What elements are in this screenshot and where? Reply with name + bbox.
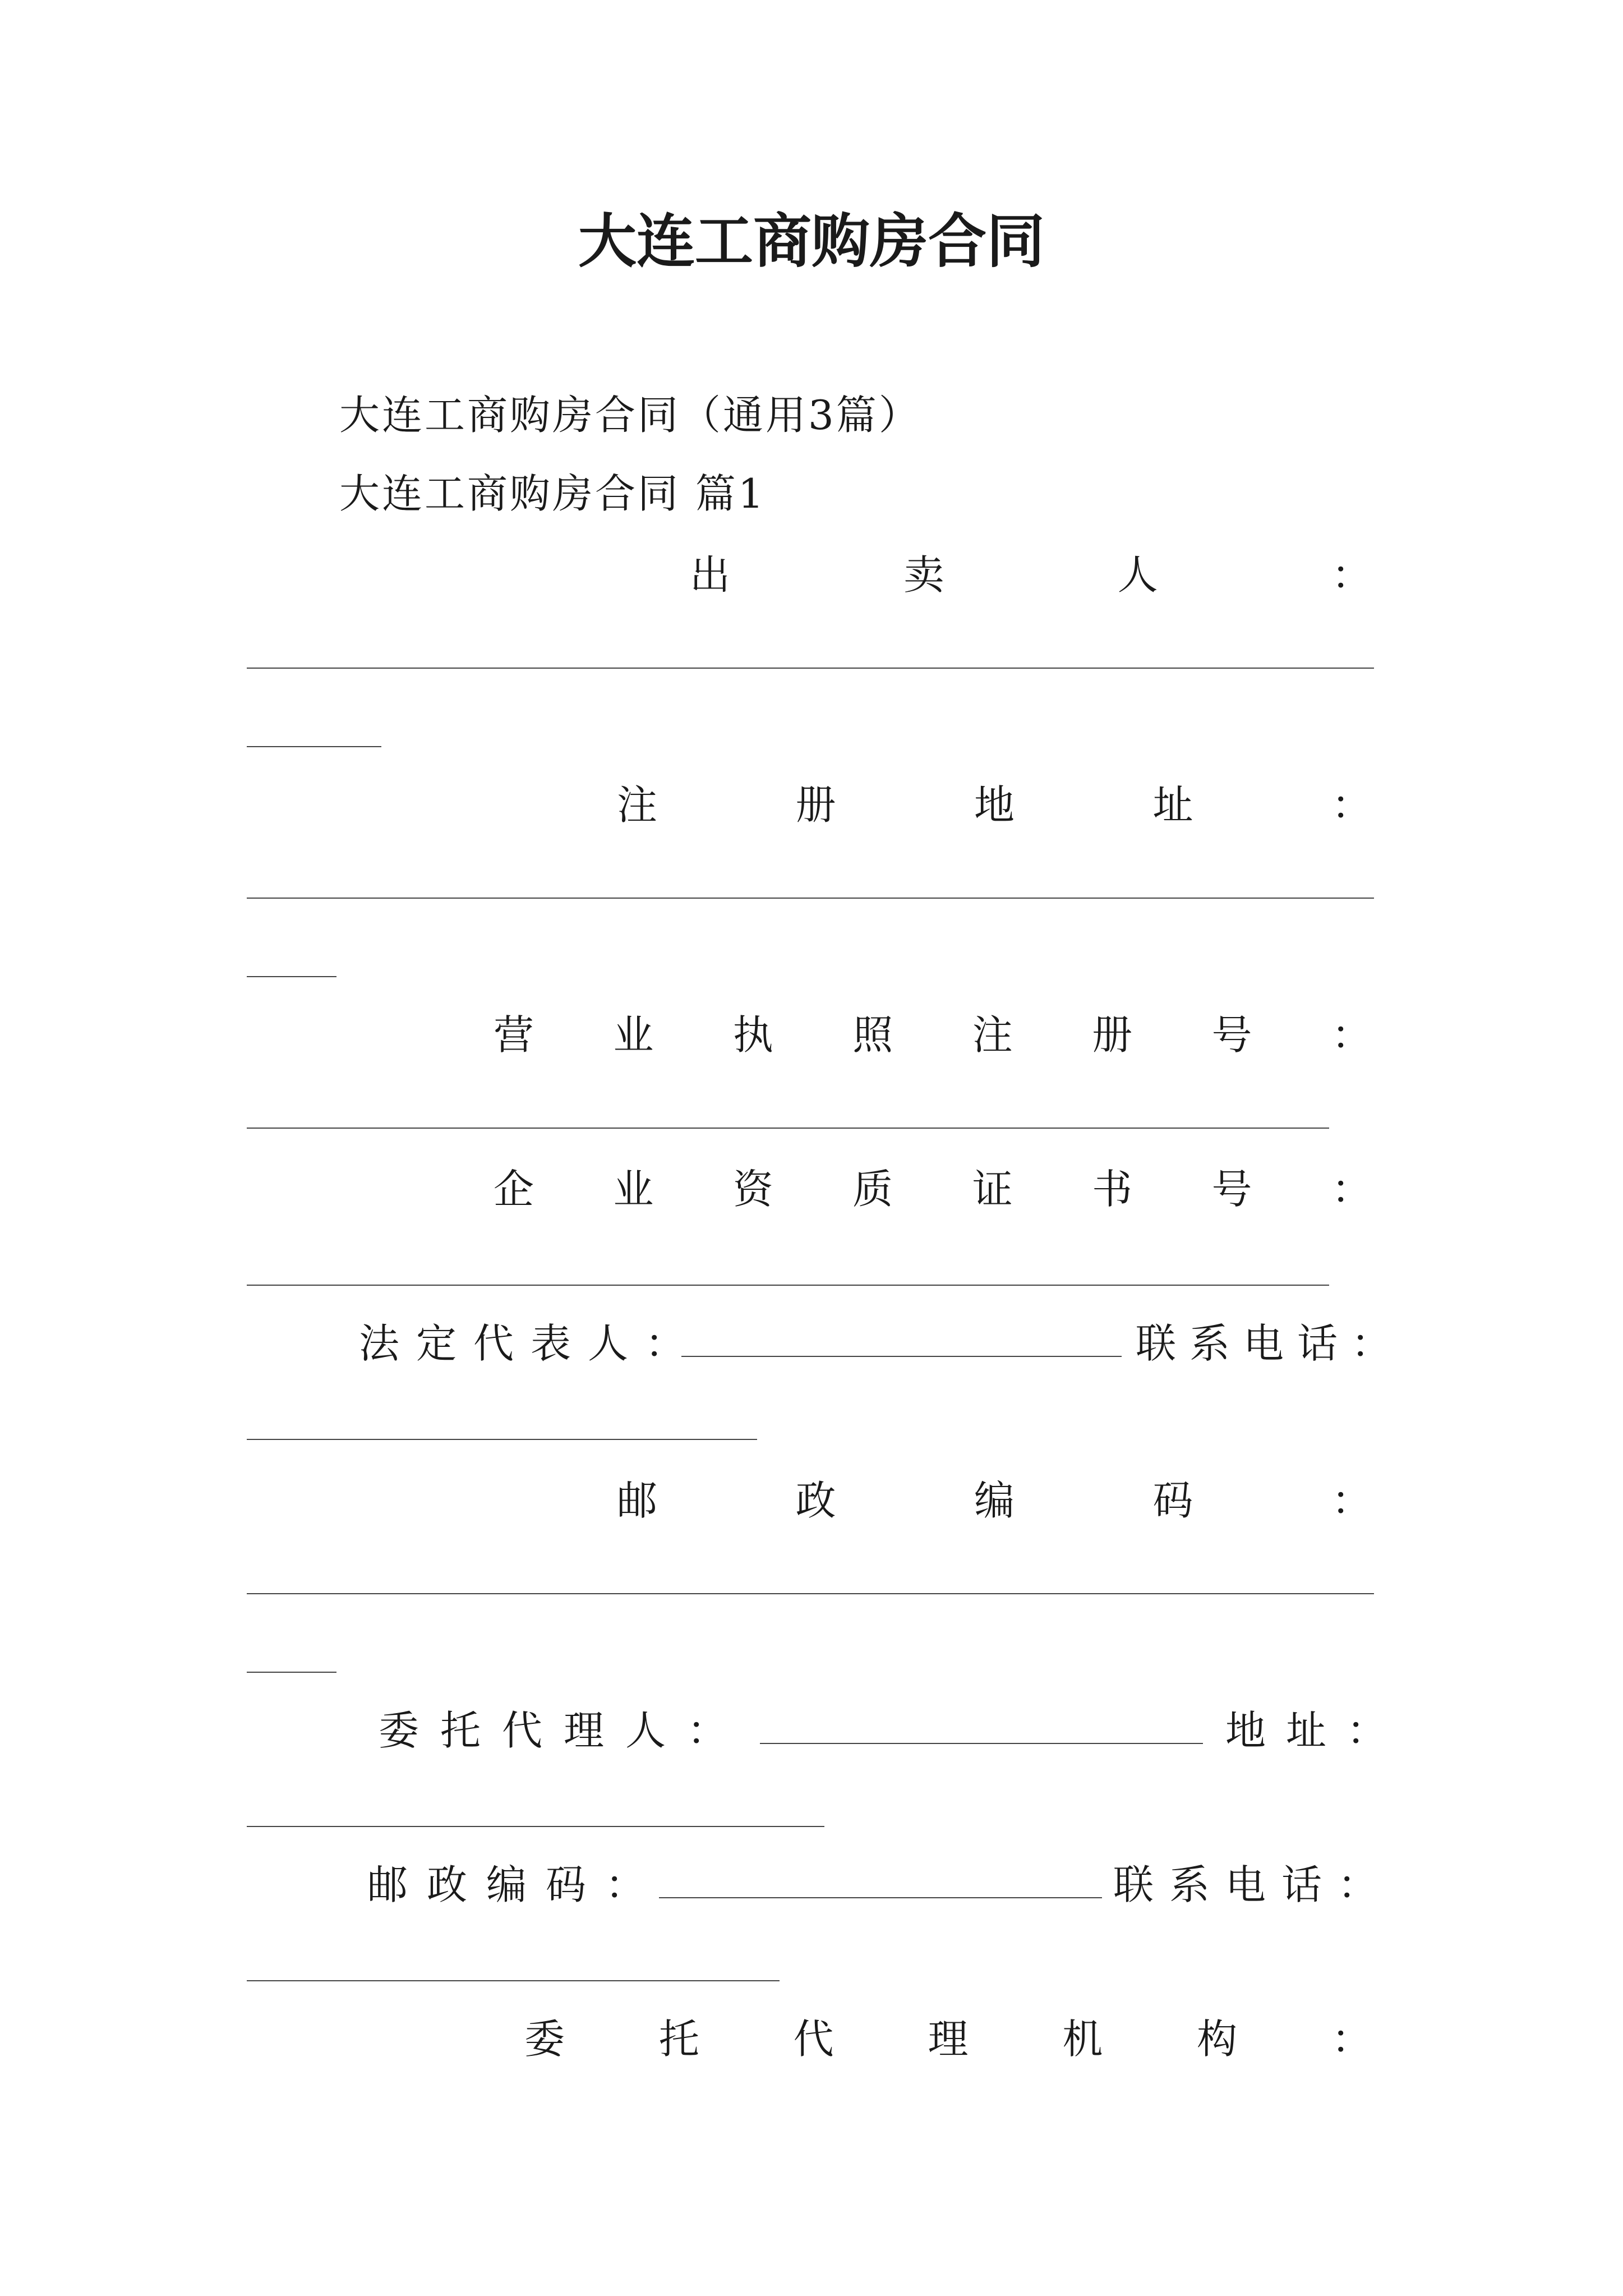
phone-label-2: 联系电话： (1113, 1861, 1394, 1908)
registered-address-label: 注 册 地 址 ： (617, 781, 1372, 829)
agency-label: 委 托 代 理 机 构 ： (524, 2016, 1372, 2063)
license-number-label: 营 业 执 照 注 册 号 ： (494, 1011, 1372, 1059)
agent-postal-blank[interactable] (659, 1897, 1102, 1898)
phone-label-1: 联系电话： (1136, 1320, 1405, 1367)
section-heading: 大连工商购房合同 篇1 (339, 470, 766, 517)
postal-code-label-2: 邮政编码： (367, 1861, 665, 1908)
legal-rep-label: 法定代表人： (359, 1320, 703, 1367)
agent-blank[interactable] (760, 1743, 1203, 1744)
address-label: 地址： (1225, 1707, 1408, 1754)
postal-blank-line-2[interactable] (247, 1672, 336, 1673)
license-blank-line[interactable] (247, 1128, 1329, 1129)
agent-postal-row (367, 1857, 1394, 1913)
legal-rep-row (359, 1315, 1405, 1372)
document-subtitle: 大连工商购房合同（通用3篇） (339, 392, 921, 439)
qualification-number-label: 企 业 资 质 证 书 号 ： (494, 1166, 1372, 1213)
postal-code-label: 邮 政 编 码 ： (617, 1477, 1372, 1524)
agent-address-blank-line[interactable] (247, 1826, 824, 1827)
phone-blank-line-1[interactable] (247, 1439, 757, 1440)
seller-blank-line-1[interactable] (247, 668, 1374, 669)
phone-blank-line-2[interactable] (247, 1980, 780, 1981)
seller-label: 出 卖 人 ： (690, 551, 1372, 599)
legal-rep-blank[interactable] (681, 1356, 1122, 1357)
address-blank-line-2[interactable] (247, 976, 336, 977)
agent-label: 委托代理人： (379, 1707, 749, 1754)
qualification-blank-line[interactable] (247, 1285, 1329, 1286)
postal-blank-line-1[interactable] (247, 1593, 1374, 1594)
agent-row (379, 1703, 1408, 1759)
address-blank-line-1[interactable] (247, 898, 1374, 899)
seller-blank-line-2[interactable] (247, 746, 381, 747)
document-title: 大连工商购房合同 (578, 206, 1045, 275)
